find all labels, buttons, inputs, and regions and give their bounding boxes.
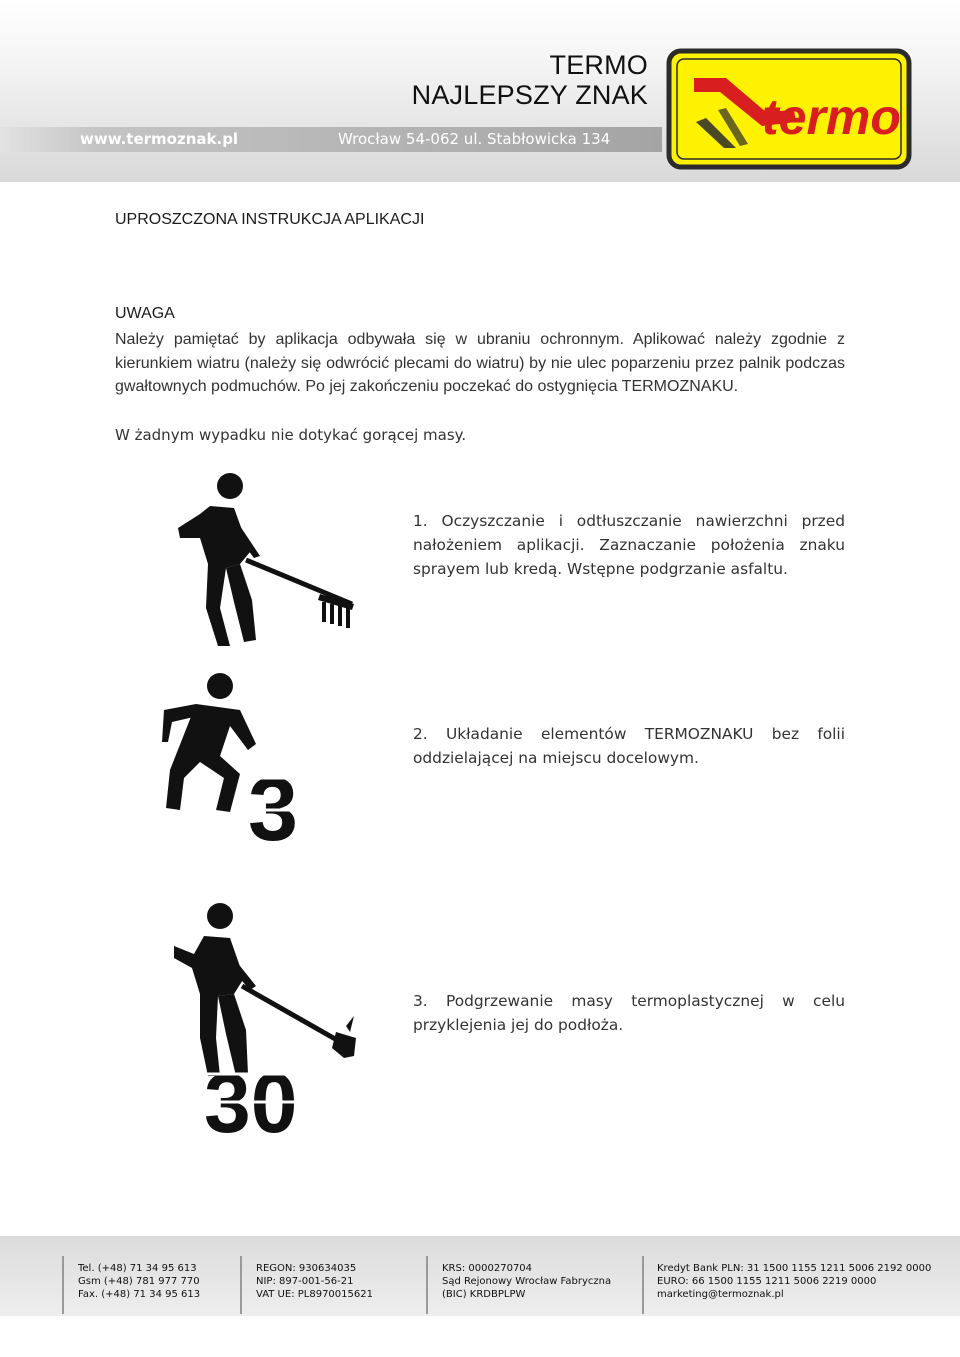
website-link[interactable]: www.termoznak.pl xyxy=(80,130,239,148)
person-raking-icon xyxy=(170,468,360,646)
footer-bank-euro: EURO: 66 1500 1155 1211 5006 2219 0000 xyxy=(657,1276,877,1287)
brand-line-2: NAJLEPSZY ZNAK xyxy=(411,80,648,110)
warning-text: Należy pamiętać by aplikacja odbywała się w ubraniu ochronnym. Aplikować należy zgodnie z kierunkiem wiatru (należy się odwrócić plecami do wiatru) by nie ulec poparzeniu przez palnik podczas gwałtownych podmuchów. Po jej zakończeniu poczekać do ostygnięcia TERMOZNAKU. xyxy=(115,331,845,396)
footer-court xyxy=(442,1262,611,1301)
footer-mobile: Gsm (+48) 781 977 770 xyxy=(78,1276,200,1287)
warning-text-hot: W żadnym wypadku nie dotykać gorącej masy. xyxy=(115,426,467,444)
brand-title xyxy=(412,50,648,110)
footer-bic: (BIC) KRDBPLPW xyxy=(442,1289,526,1300)
footer-divider xyxy=(426,1256,428,1314)
footer-contact xyxy=(78,1262,200,1301)
person-heating-torch-icon xyxy=(160,898,360,1136)
footer-regon: REGON: 930634035 xyxy=(256,1263,357,1274)
brand-line-1: TERMO xyxy=(549,50,648,80)
footer-fax: Fax. (+48) 71 34 95 613 xyxy=(78,1289,201,1300)
footer-divider xyxy=(62,1256,64,1314)
footer-email[interactable]: marketing@termoznak.pl xyxy=(657,1289,784,1300)
footer-bank-pln: Kredyt Bank PLN: 31 1500 1155 1211 5006 2192 0000 xyxy=(657,1263,932,1274)
logo-text: termo xyxy=(762,89,901,145)
stencil-number: 3 xyxy=(248,760,299,846)
footer-nip: NIP: 897-001-56-21 xyxy=(256,1276,354,1287)
person-placing-number-icon xyxy=(160,670,320,846)
footer-phone: Tel. (+48) 71 34 95 613 xyxy=(78,1263,197,1274)
footer-bank xyxy=(657,1262,931,1301)
document-title: UPROSZCZONA INSTRUKCJA APLIKACJI xyxy=(115,211,425,228)
footer-krs: KRS: 0000270704 xyxy=(442,1263,533,1274)
footer-divider xyxy=(240,1256,242,1314)
warning-heading: UWAGA xyxy=(115,305,175,322)
step-2-text: 2. Układanie elementów TERMOZNAKU bez folii oddzielającej na miejscu docelowym. xyxy=(413,725,845,767)
step-3-text: 3. Podgrzewanie masy termoplastycznej w celu przyklejenia jej do podłoża. xyxy=(413,992,845,1034)
step-1-text: 1. Oczyszczanie i odtłuszczanie nawierzchni przed nałożeniem aplikacji. Zaznaczanie położenia znaku sprayem lub kredą. Wstępne podgrzanie asfaltu. xyxy=(413,512,845,578)
stencil-number: 30 xyxy=(204,1056,298,1136)
termo-logo xyxy=(666,48,912,170)
company-address: Wrocław 54-062 ul. Stabłowicka 134 xyxy=(338,130,611,148)
footer-court-name: Sąd Rejonowy Wrocław Fabryczna xyxy=(442,1276,612,1287)
footer-vat: VAT UE: PL8970015621 xyxy=(256,1289,373,1300)
footer-divider xyxy=(642,1256,644,1314)
footer-registration xyxy=(256,1262,373,1301)
